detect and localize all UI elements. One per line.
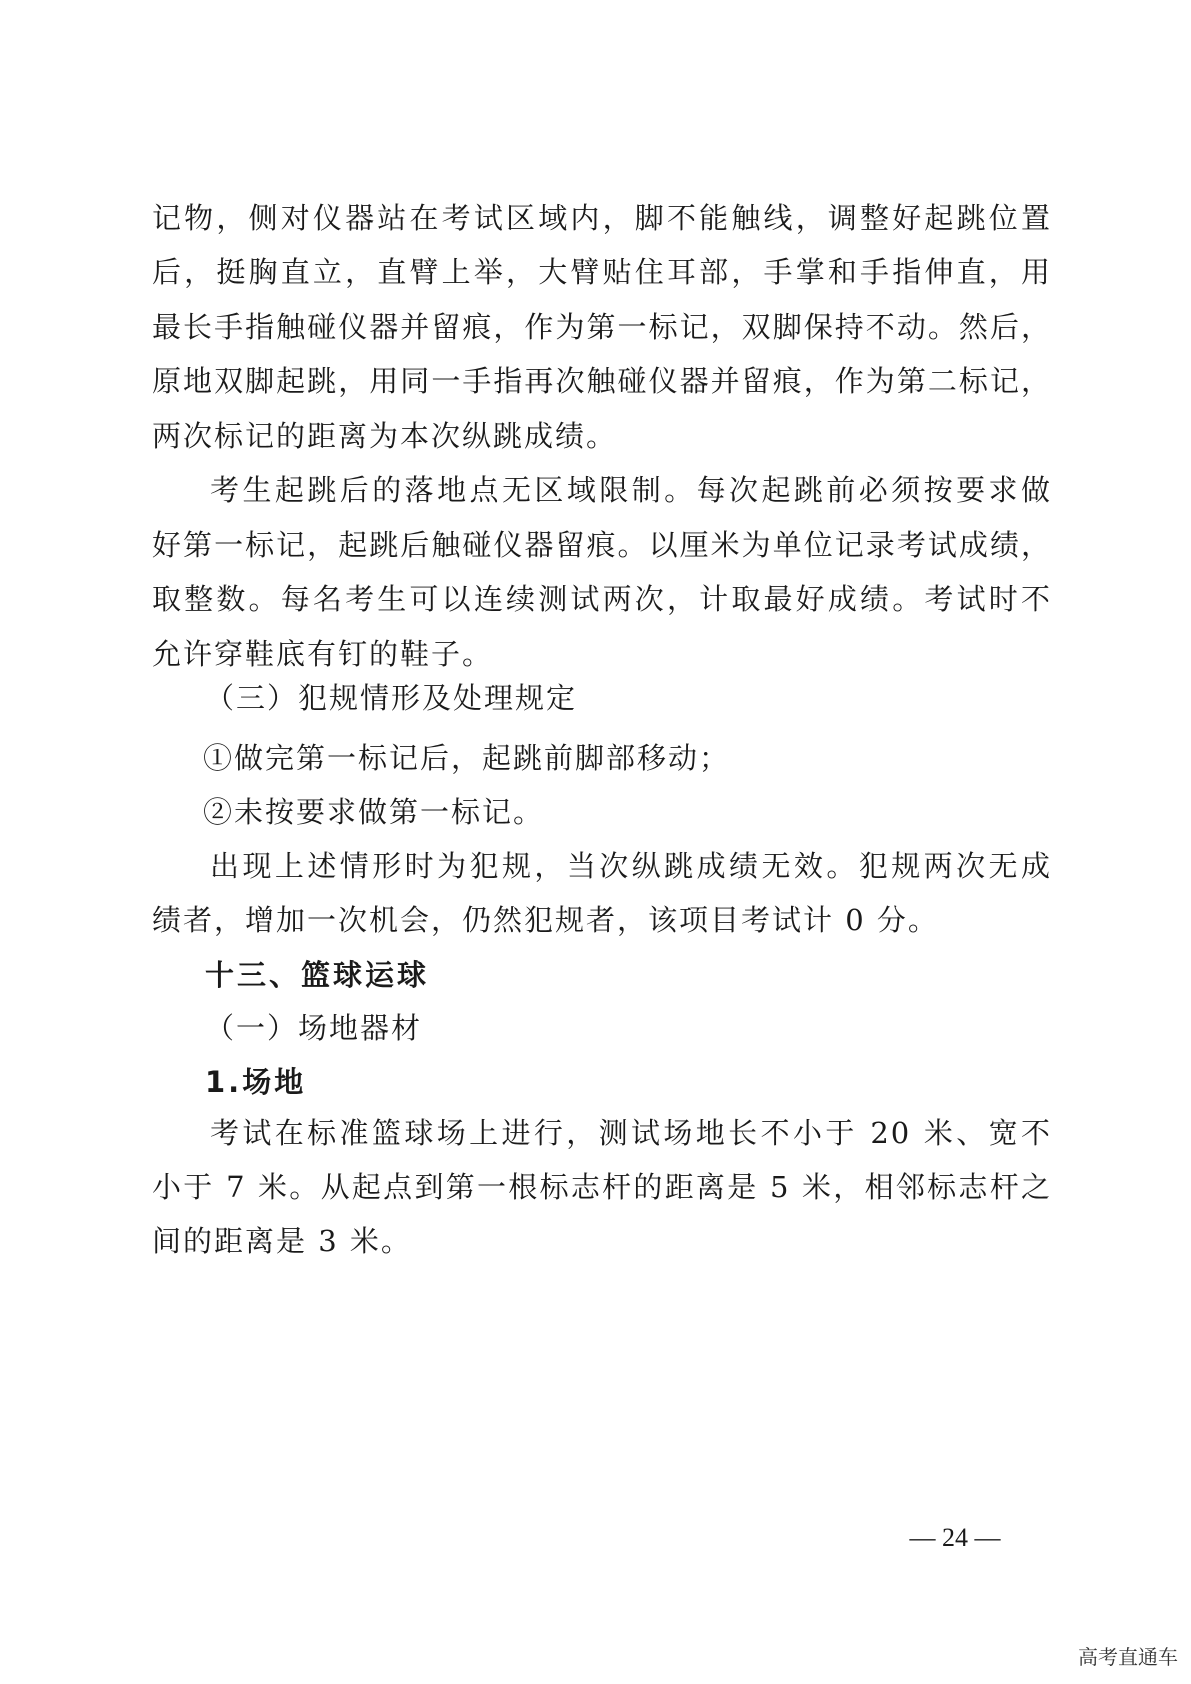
paragraph-line: 原地双脚起跳，用同一手指再次触碰仪器并留痕，作为第二标记， <box>152 364 1052 398</box>
paragraph-line: 间的距离是 3 米。 <box>152 1224 412 1258</box>
list-item: ②未按要求做第一标记。 <box>203 795 545 829</box>
paragraph-line: 记物，侧对仪器站在考试区域内，脚不能触线，调整好起跳位置 <box>152 201 1052 235</box>
paragraph-line: 最长手指触碰仪器并留痕，作为第一标记，双脚保持不动。然后， <box>152 310 1052 344</box>
paragraph-line: 好第一标记，起跳后触碰仪器留痕。以厘米为单位记录考试成绩， <box>152 528 1052 562</box>
subsection-heading: （三）犯规情形及处理规定 <box>205 681 578 715</box>
page-number: — 24 — <box>909 1523 1001 1552</box>
item-heading: 1.场地 <box>205 1065 307 1099</box>
paragraph-line: 考试在标准篮球场上进行，测试场地长不小于 20 米、宽不 <box>210 1116 1052 1150</box>
watermark: 高考直通车 <box>1078 1645 1178 1669</box>
paragraph-line: 绩者，增加一次机会，仍然犯规者，该项目考试计 0 分。 <box>152 903 939 937</box>
paragraph-line: 取整数。每名考生可以连续测试两次，计取最好成绩。考试时不 <box>152 582 1052 616</box>
paragraph-line: 出现上述情形时为犯规，当次纵跳成绩无效。犯规两次无成 <box>210 849 1052 883</box>
paragraph-line: 允许穿鞋底有钉的鞋子。 <box>152 637 494 671</box>
subsection-heading: （一）场地器材 <box>205 1011 423 1045</box>
paragraph-line: 后，挺胸直立，直臂上举，大臂贴住耳部，手掌和手指伸直，用 <box>152 255 1052 289</box>
paragraph-line: 考生起跳后的落地点无区域限制。每次起跳前必须按要求做 <box>210 473 1052 507</box>
list-item: ①做完第一标记后，起跳前脚部移动； <box>203 741 731 775</box>
paragraph-line: 两次标记的距离为本次纵跳成绩。 <box>152 419 618 453</box>
section-heading: 十三、篮球运球 <box>205 958 430 992</box>
paragraph-line: 小于 7 米。从起点到第一根标志杆的距离是 5 米，相邻标志杆之 <box>152 1170 1052 1204</box>
